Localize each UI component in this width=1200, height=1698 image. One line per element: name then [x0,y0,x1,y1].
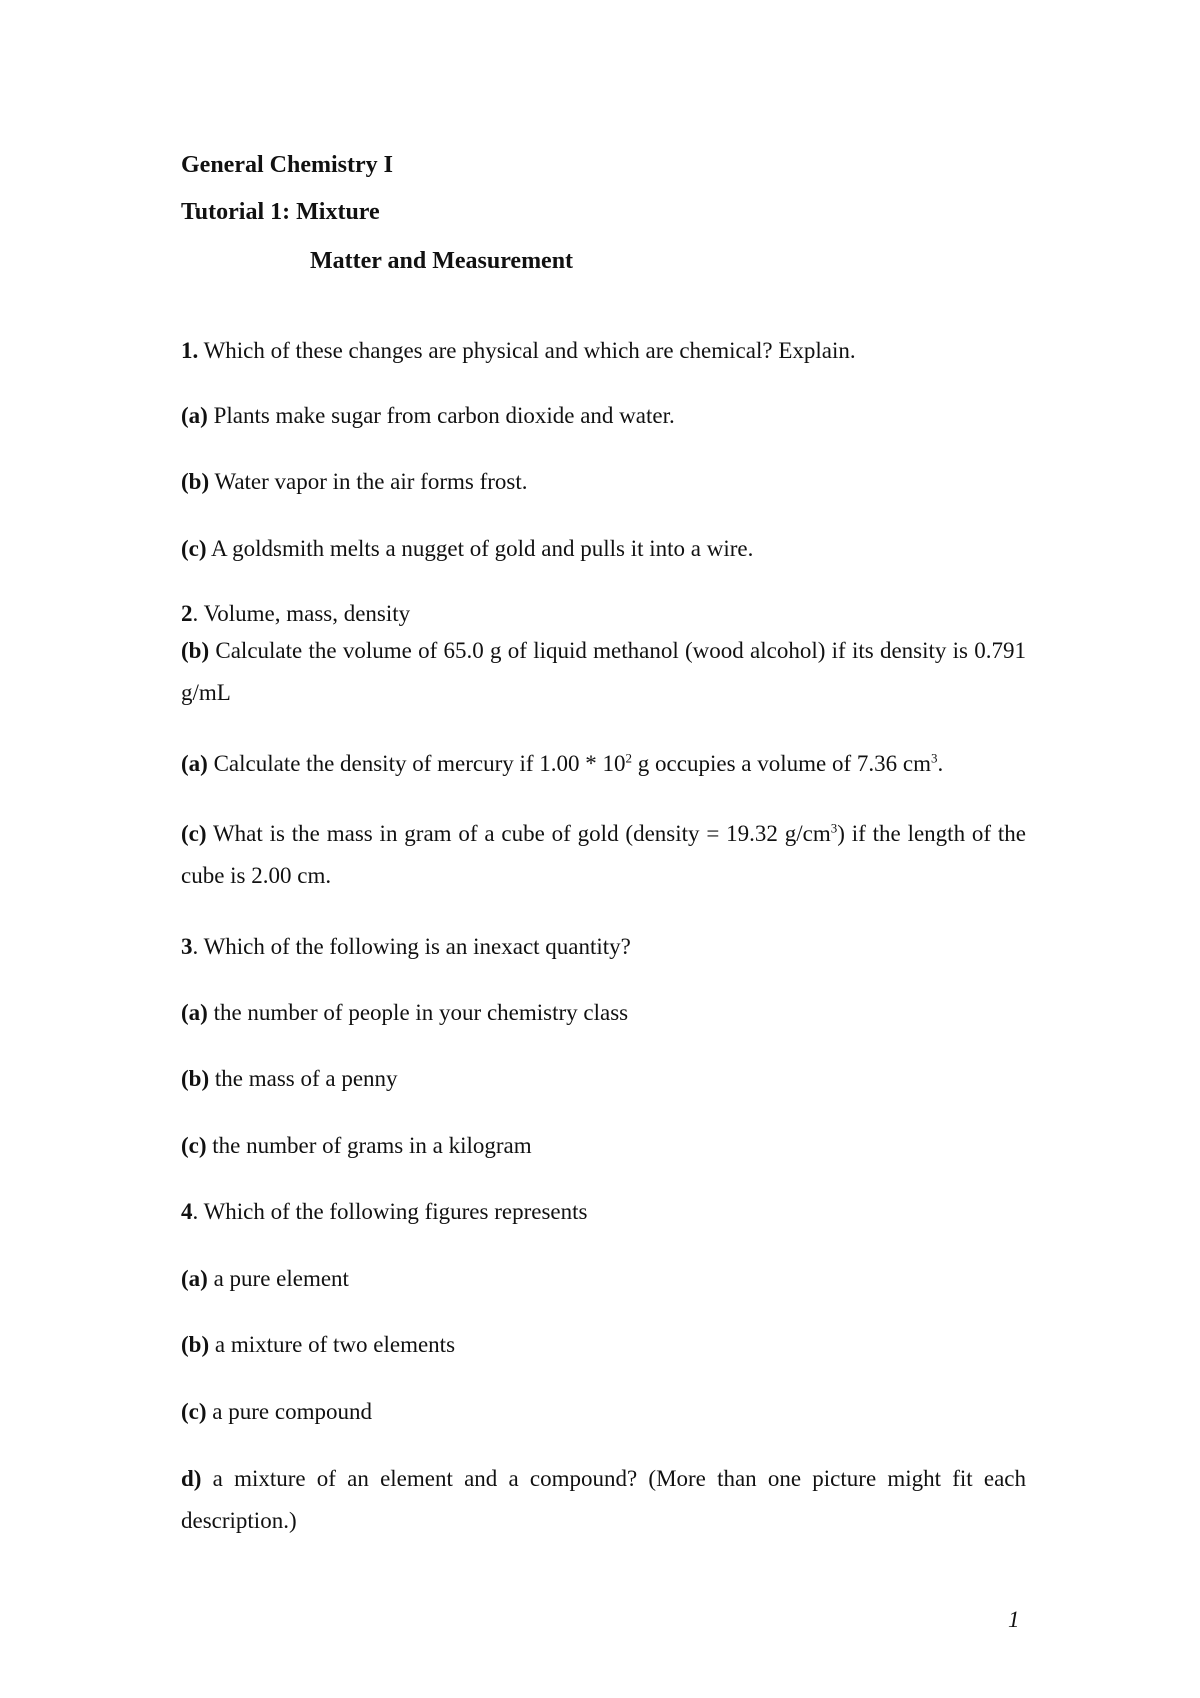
question-number: 1. [181,338,199,363]
question-2 [181,600,410,628]
option-text: Water vapor in the air forms frost. [209,469,528,494]
question-1-option-a [181,402,675,430]
option-text: Calculate the density of mercury if 1.00 * 10 [207,751,626,776]
question-3-option-b [181,1065,398,1093]
question-number: 4 [181,1199,193,1224]
page-number: 1 [1008,1607,1020,1632]
question-1-option-c [181,535,753,563]
question-4-option-d [181,1458,1026,1542]
question-number: 2 [181,601,193,626]
option-text: a pure compound [206,1399,372,1424]
question-4-option-a [181,1265,349,1293]
course-title: General Chemistry I [181,152,393,178]
superscript: 3 [830,820,838,836]
option-text: ) if the length of the cube is 2.00 cm. [181,821,1026,888]
option-label: d) [181,1466,202,1491]
option-label: (c) [181,1399,207,1424]
option-label: (c) [181,1133,207,1158]
option-label: (b) [181,1066,210,1091]
question-3-option-a [181,999,628,1027]
option-text: the mass of a penny [209,1066,398,1091]
question-text: Which of these changes are physical and which are chemical? Explain. [198,338,856,363]
option-label: (a) [181,751,208,776]
option-text: Plants make sugar from carbon dioxide and water. [207,403,675,428]
option-text: the number of people in your chemistry class [207,1000,629,1025]
option-label: (c) [181,536,207,561]
tutorial-subtitle: Matter and Measurement [310,248,574,274]
option-text: a mixture of an element and a compound? (More than one picture might fit each description.) [181,1466,1026,1533]
question-4-option-c [181,1398,372,1426]
option-label: (b) [181,638,210,663]
option-text: the number of grams in a kilogram [206,1133,532,1158]
question-number: 3 [181,934,193,959]
option-text: a mixture of two elements [209,1332,456,1357]
option-text: a pure element [207,1266,349,1291]
superscript: 2 [625,750,633,766]
question-text: . Volume, mass, density [192,601,411,626]
option-label: (b) [181,469,210,494]
option-text: A goldsmith melts a nugget of gold and pulls it into a wire. [206,536,754,561]
question-1-option-b [181,468,527,496]
tutorial-title: Tutorial 1: Mixture [181,199,380,225]
option-label: (a) [181,403,208,428]
question-3 [181,933,631,961]
question-1 [181,337,856,365]
option-text: Calculate the volume of 65.0 g of liquid methanol (wood alcohol) if its density is 0.791 g/mL [181,638,1026,705]
question-text: . Which of the following is an inexact quantity? [192,934,631,959]
question-4 [181,1198,587,1226]
question-2-option-a [181,750,943,778]
option-text: g occupies a volume of 7.36 cm [632,751,931,776]
option-label: (a) [181,1000,208,1025]
question-4-option-b [181,1331,455,1359]
question-2-option-c [181,813,1026,897]
question-2-option-b [181,630,1026,714]
option-label: (b) [181,1332,210,1357]
option-label: (a) [181,1266,208,1291]
question-text: . Which of the following figures represents [192,1199,588,1224]
option-text: What is the mass in gram of a cube of gold (density = 19.32 g/cm [206,821,831,846]
superscript: 3 [930,750,938,766]
option-text: . [937,751,944,776]
option-label: (c) [181,821,207,846]
question-3-option-c [181,1132,532,1160]
